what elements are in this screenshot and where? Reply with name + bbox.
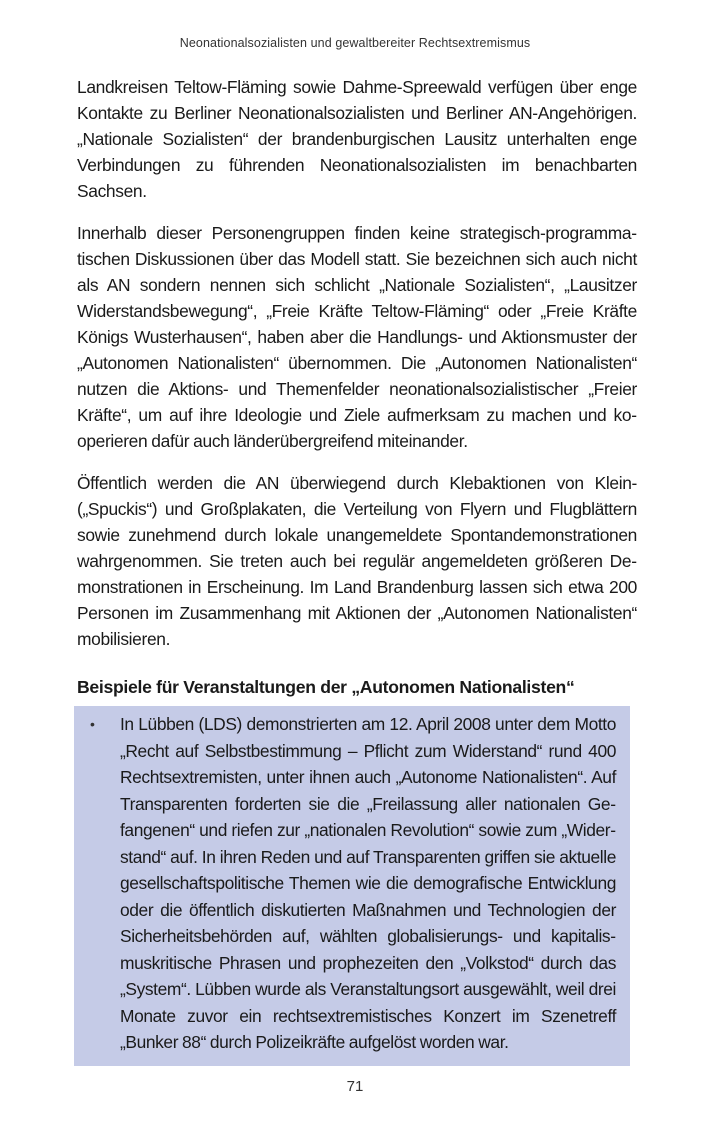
body-paragraph: Innerhalb dieser Personengruppen finden keine strategisch-programmatischen Diskussionen über das Modell statt. Sie bezeichnen sich auch nicht als AN sondern nennen sich schlicht „Nationale Sozialisten“, „Lausitzer Widerstandsbewegung“, „Freie Kräfte Teltow-Fläming“ oder „Freie Kräfte Königs Wusterhausen“, haben aber die Handlungs- und Aktionsmuster der „Autonomen Nationalisten“ übernommen. Die „Autonomen Nationalisten“ nutzen die Aktions- und Themenfelder neonationalsozialistischer „Freier Kräfte“, um auf ihre Ideologie und Ziele aufmerksam zu machen und kooperieren dafür auch länderübergreifend miteinander.: [77, 223, 637, 451]
running-header: Neonationalsozialisten und gewaltbereiter Rechtsextremismus: [179, 36, 531, 50]
bullet-icon: •: [90, 716, 95, 732]
page-number: 71: [346, 1078, 364, 1095]
list-item-text: In Lübben (LDS) demonstrierten am 12. April 2008 unter dem Motto „Recht auf Selbstbestimmung – Pflicht zum Widerstand“ rund 400 Rechtsextremisten, unter ihnen auch „Autonome Nationalisten“. Auf Transparenten forderten sie die „Freilassung aller nationalen Gefangenen“ und riefen zur „nationalen Revolution“ sowie zum „Widerstand“ auf. In ihren Reden und auf Transparenten griffen sie aktuelle gesellschaftspolitische Themen wie die demografische Entwicklung oder die öffentlich diskutierten Maßnahmen und Technologien der Sicherheitsbehörden auf, wählten globalisierungs- und kapitalismuskritische Phrasen und prophezeiten den „Volkstod“ durch das „System“. Lübben wurde als Veranstaltungsort ausgewählt, weil drei Monate zuvor ein rechtsextremistisches Konzert im Szenetreff „Bunker 88“ durch Polizeikräfte aufgelöst worden war.: [120, 714, 616, 1052]
body-paragraph: Öffentlich werden die AN überwiegend durch Klebaktionen von Klein- („Spuckis“) und Großplakaten, die Verteilung von Flyern und Flugblättern sowie zunehmend durch lokale unangemeldete Spontandemonstrationen wahrgenommen. Sie treten auch bei regulär angemeldeten größeren Demonstrationen in Erscheinung. Im Land Brandenburg lassen sich etwa 200 Personen im Zusammenhang mit Aktionen der „Autonomen Nationalisten“ mobilisieren.: [77, 473, 637, 649]
page-content: [77, 74, 637, 1066]
section-heading: Beispiele für Veranstaltungen der „Autonomen Nationalisten“: [77, 677, 575, 697]
body-paragraph: Landkreisen Teltow-Fläming sowie Dahme-Spreewald verfügen über enge Kontakte zu Berliner Neonationalsozialisten und Berliner AN-Angehörigen. „Nationale Sozialisten“ der brandenburgischen Lausitz unterhalten enge Verbindungen zu führenden Neonationalsozialisten im benachbarten Sachsen.: [77, 77, 637, 201]
examples-box: [74, 706, 630, 1066]
list-item: [86, 711, 616, 1056]
